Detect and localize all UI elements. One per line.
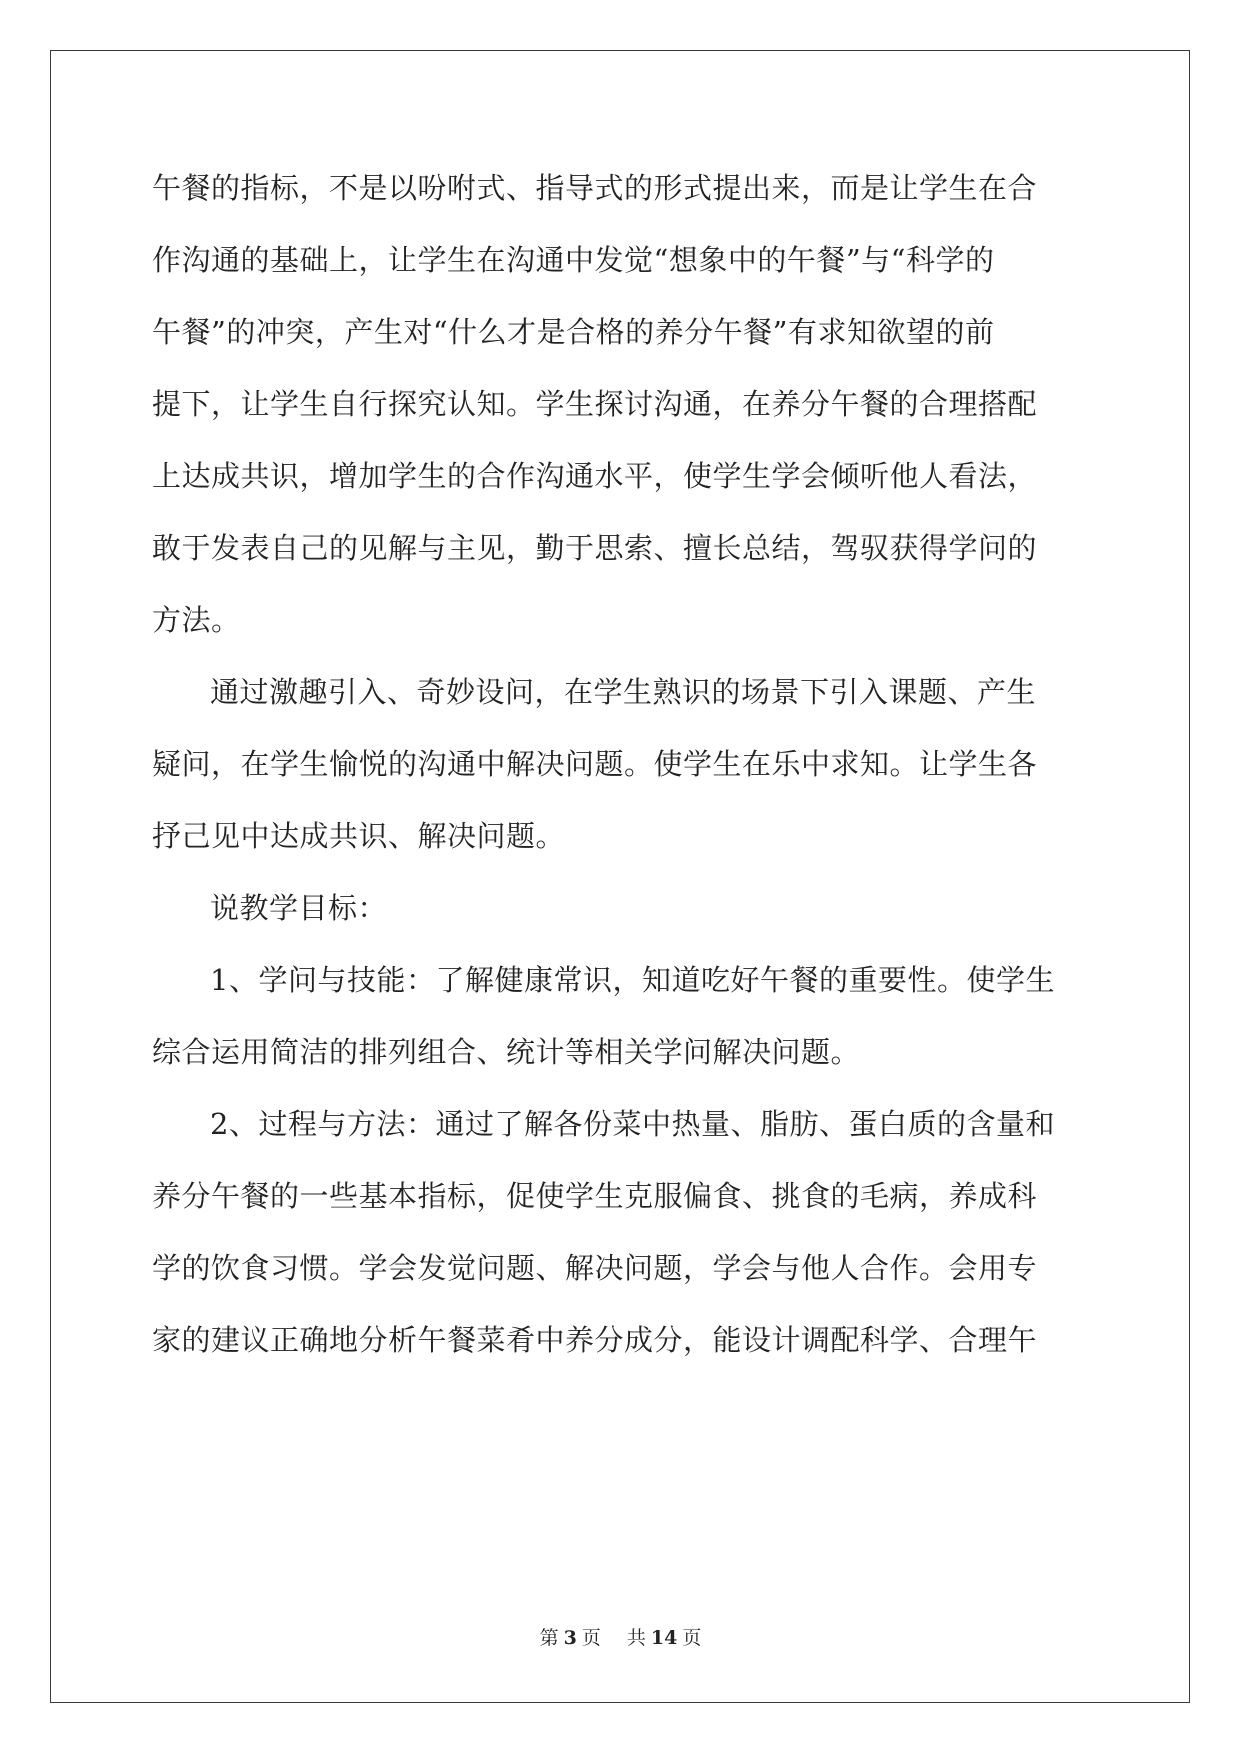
- text-line: 养分午餐的一些基本指标，促使学生克服偏食、挑食的毛病，养成科: [152, 1179, 1038, 1213]
- text-line: 疑问，在学生愉悦的沟通中解决问题。使学生在乐中求知。让学生各: [152, 747, 1038, 781]
- text-line: 学的饮食习惯。学会发觉问题、解决问题，学会与他人合作。会用专: [152, 1251, 1038, 1285]
- text-line: 午餐的指标，不是以吩咐式、指导式的形式提出来，而是让学生在合: [152, 171, 1038, 205]
- text-line: 综合运用简洁的排列组合、统计等相关学问解决问题。: [152, 1035, 861, 1069]
- page-footer: [0, 1623, 1241, 1650]
- text-line: 作沟通的基础上，让学生在沟通中发觉“想象中的午餐”与“科学的: [152, 243, 995, 277]
- text-line: 通过激趣引入、奇妙设问，在学生熟识的场景下引入课题、产生: [210, 675, 1037, 709]
- page-total: 共 14 页: [626, 1627, 702, 1649]
- page-border: [50, 50, 1190, 1703]
- text-line: 2、过程与方法：通过了解各份菜中热量、脂肪、蛋白质的含量和: [210, 1107, 1055, 1141]
- text-line: 家的建议正确地分析午餐菜肴中养分成分，能设计调配科学、合理午: [152, 1323, 1038, 1357]
- text-line: 抒己见中达成共识、解决问题。: [152, 819, 566, 853]
- page-number: 第 3 页: [539, 1627, 601, 1649]
- text-line: 上达成共识，增加学生的合作沟通水平，使学生学会倾听他人看法，: [152, 459, 1038, 493]
- text-line: 方法。: [152, 603, 241, 637]
- text-line: 午餐”的冲突，产生对“什么才是合格的养分午餐”有求知欲望的前: [152, 315, 995, 349]
- section-heading: 说教学目标：: [210, 891, 388, 925]
- text-line: 提下，让学生自行探究认知。学生探讨沟通，在养分午餐的合理搭配: [152, 387, 1038, 421]
- text-line: 敢于发表自己的见解与主见，勤于思索、擅长总结，驾驭获得学问的: [152, 531, 1038, 565]
- text-line: 1、学问与技能：了解健康常识，知道吃好午餐的重要性。使学生: [210, 963, 1055, 997]
